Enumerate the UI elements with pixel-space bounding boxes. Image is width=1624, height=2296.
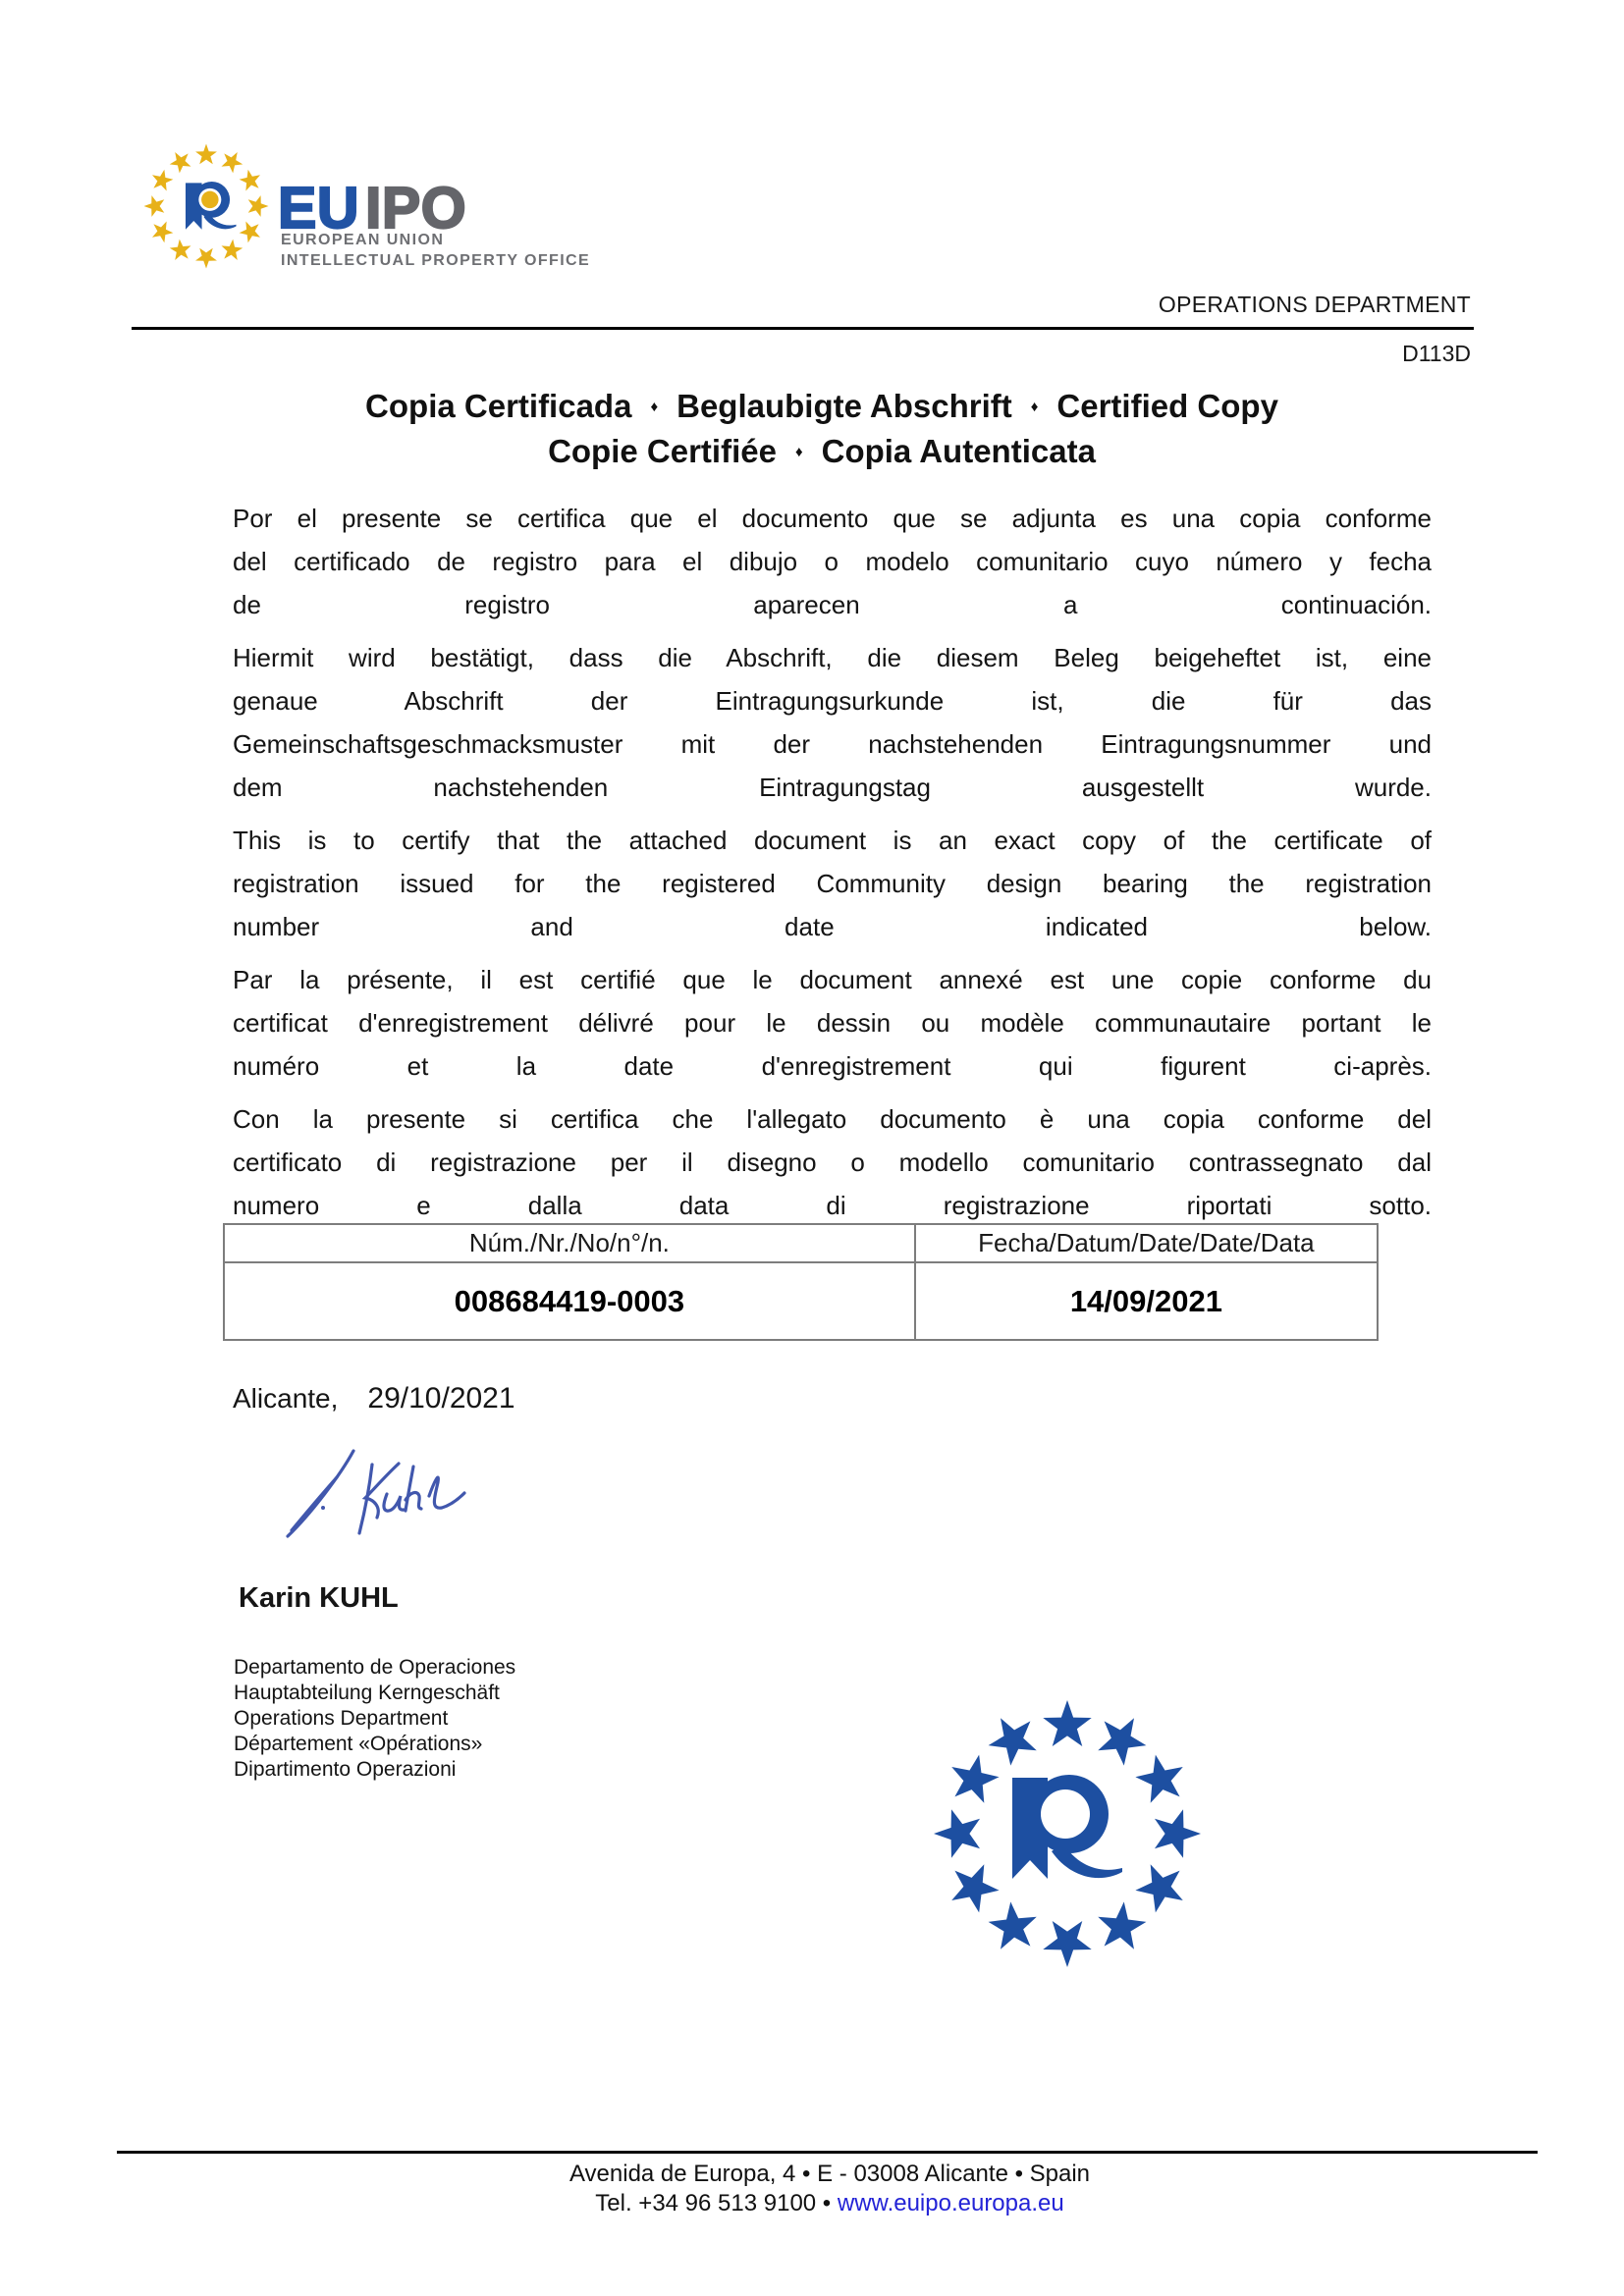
paragraph-line: Por el presente se certifica que el documento que se adjunta es una copia conforme	[233, 504, 1432, 533]
paragraph-line: This is to certify that the attached document is an exact copy of the certificate of	[233, 826, 1432, 855]
table-header-row	[225, 1225, 1377, 1263]
department-list	[234, 1655, 515, 1783]
title-fr: Copie Certifiée	[548, 433, 777, 469]
title-row2	[213, 429, 1431, 474]
paragraph-line: dem nachstehenden Eintragungstag ausgestellt wurde.	[233, 773, 1432, 802]
footer-website-link[interactable]: www.euipo.europa.eu	[837, 2190, 1064, 2216]
title-es: Copia Certificada	[365, 388, 632, 424]
registration-date: 14/09/2021	[1069, 1283, 1222, 1318]
paragraph-de	[233, 636, 1432, 809]
number-header-cell: Núm./Nr./No/n°/n.	[225, 1225, 916, 1263]
diamond-separator-icon: ♦	[650, 399, 659, 415]
paragraph-line: number and date indicated below.	[233, 912, 1432, 941]
table-value-row	[225, 1263, 1377, 1339]
logo-subtitle-line1: EUROPEAN UNION	[281, 232, 445, 248]
signer-name: Karin KUHL	[239, 1582, 399, 1614]
issue-place: Alicante,	[233, 1383, 339, 1414]
paragraph-en	[233, 819, 1432, 948]
date-header-cell: Fecha/Datum/Date/Date/Data	[916, 1225, 1377, 1263]
wordmark-ipo: IPO	[364, 176, 467, 240]
footer-tel: Tel. +34 96 513 9100 •	[595, 2190, 832, 2216]
page-title	[213, 384, 1431, 474]
department-item: Dipartimento Operazioni	[234, 1758, 457, 1781]
doc-code: D113D	[1402, 341, 1471, 366]
paragraph-line: Hiermit wird bestätigt, dass die Abschrift, die diesem Beleg beigeheftet ist, eine	[233, 643, 1432, 672]
department-item: Departamento de Operaciones	[234, 1656, 516, 1679]
paragraph-line: de registro aparecen a continuación.	[233, 590, 1432, 619]
paragraph-line: genaue Abschrift der Eintragungsurkunde ist, die für das	[233, 686, 1432, 716]
paragraph-line: certificato di registrazione per il disegno o modello comunitario contrassegnato dal	[233, 1148, 1432, 1177]
paragraph-line: Con la presente si certifica che l'allegato documento è una copia conforme del	[233, 1104, 1432, 1134]
footer-rule	[117, 2151, 1538, 2154]
paragraph-es	[233, 497, 1432, 626]
title-row1	[213, 384, 1431, 429]
paragraph-it	[233, 1097, 1432, 1227]
header-rule	[132, 327, 1474, 330]
paragraph-line: certificat d'enregistrement délivré pour le dessin ou modèle communautaire portant le	[233, 1008, 1432, 1038]
paragraph-line: numero e dalla data di registrazione riportati sotto.	[233, 1191, 1432, 1220]
paragraph-line: Par la présente, il est certifié que le document annexé est une copie conforme du	[233, 965, 1432, 994]
issue-place-date	[233, 1382, 515, 1415]
paragraph-line: del certificado de registro para el dibujo o modelo comunitario cuyo número y fecha	[233, 547, 1432, 576]
title-it: Copia Autenticata	[821, 433, 1096, 469]
certification-paragraphs	[233, 497, 1432, 1237]
registration-table	[223, 1223, 1379, 1341]
footer-address: Avenida de Europa, 4 • E - 03008 Alicante • Spain	[568, 2161, 1091, 2187]
wordmark-eu: EU	[278, 176, 359, 240]
department-item: Hauptabteilung Kerngeschäft	[234, 1682, 500, 1704]
euipo-logo-icon	[143, 143, 269, 269]
title-de: Beglaubigte Abschrift	[677, 388, 1012, 424]
department-heading: OPERATIONS DEPARTMENT	[1158, 292, 1471, 317]
footer-contact	[0, 2190, 1624, 2217]
paragraph-fr	[233, 958, 1432, 1088]
registration-number: 008684419-0003	[225, 1263, 916, 1339]
paragraph-line: registration issued for the registered Community design bearing the registration	[233, 869, 1432, 898]
diamond-separator-icon: ♦	[1030, 399, 1039, 415]
signature-icon	[267, 1435, 475, 1551]
issue-date: 29/10/2021	[367, 1382, 515, 1415]
title-en: Certified Copy	[1056, 388, 1278, 424]
department-item: Operations Department	[234, 1707, 449, 1730]
diamond-separator-icon: ♦	[794, 444, 803, 460]
department-item: Département «Opérations»	[234, 1733, 483, 1755]
paragraph-line: Gemeinschaftsgeschmacksmuster mit der nachstehenden Eintragungsnummer und	[233, 729, 1432, 759]
rcd-seal-icon	[934, 1700, 1201, 1967]
paragraph-line: numéro et la date d'enregistrement qui figurent ci-après.	[233, 1051, 1432, 1081]
logo-subtitle-line2: INTELLECTUAL PROPERTY OFFICE	[281, 252, 591, 269]
